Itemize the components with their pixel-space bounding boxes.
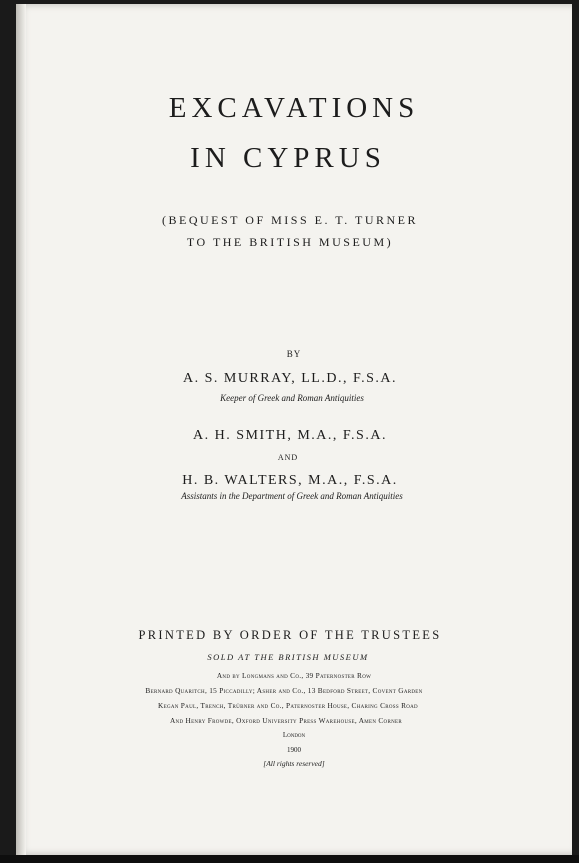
by-label: BY bbox=[286, 349, 302, 359]
scan-bottom-edge bbox=[0, 855, 579, 863]
sold-at-museum: SOLD AT THE BRITISH MUSEUM bbox=[207, 652, 369, 662]
title-line-1: EXCAVATIONS bbox=[168, 92, 420, 124]
subtitle-line-1: (BEQUEST OF MISS E. T. TURNER bbox=[162, 213, 418, 227]
printed-by-order: PRINTED BY ORDER OF THE TRUSTEES bbox=[138, 628, 442, 642]
imprint-city: London bbox=[282, 731, 306, 739]
author-assistants-role: Assistants in the Department of Greek and Roman Antiquities bbox=[181, 491, 403, 501]
imprint-year: 1900 bbox=[287, 746, 301, 754]
author-smith: A. H. SMITH, M.A., F.S.A. bbox=[193, 428, 387, 443]
imprint-line-1: And by Longmans and Co., 39 Paternoster Row bbox=[216, 671, 372, 680]
title-line-2: IN CYPRUS bbox=[190, 142, 386, 174]
author-walters: H. B. WALTERS, M.A., F.S.A. bbox=[182, 473, 398, 488]
subtitle-line-2: TO THE BRITISH MUSEUM) bbox=[186, 235, 394, 249]
imprint-line-3: Kegan Paul, Trench, Trübner and Co., Paternoster House, Charing Cross Road bbox=[158, 701, 418, 710]
imprint-line-2: Bernard Quaritch, 15 Piccadilly; Asher and Co., 13 Bedford Street, Covent Garden bbox=[145, 686, 423, 695]
author-murray-role: Keeper of Greek and Roman Antiquities bbox=[220, 393, 364, 403]
imprint-line-4: And Henry Frowde, Oxford University Press Warehouse, Amen Corner bbox=[169, 716, 403, 725]
author-murray: A. S. MURRAY, LL.D., F.S.A. bbox=[182, 371, 398, 386]
rights-reserved: [All rights reserved] bbox=[263, 759, 325, 768]
and-label: AND bbox=[277, 453, 299, 462]
